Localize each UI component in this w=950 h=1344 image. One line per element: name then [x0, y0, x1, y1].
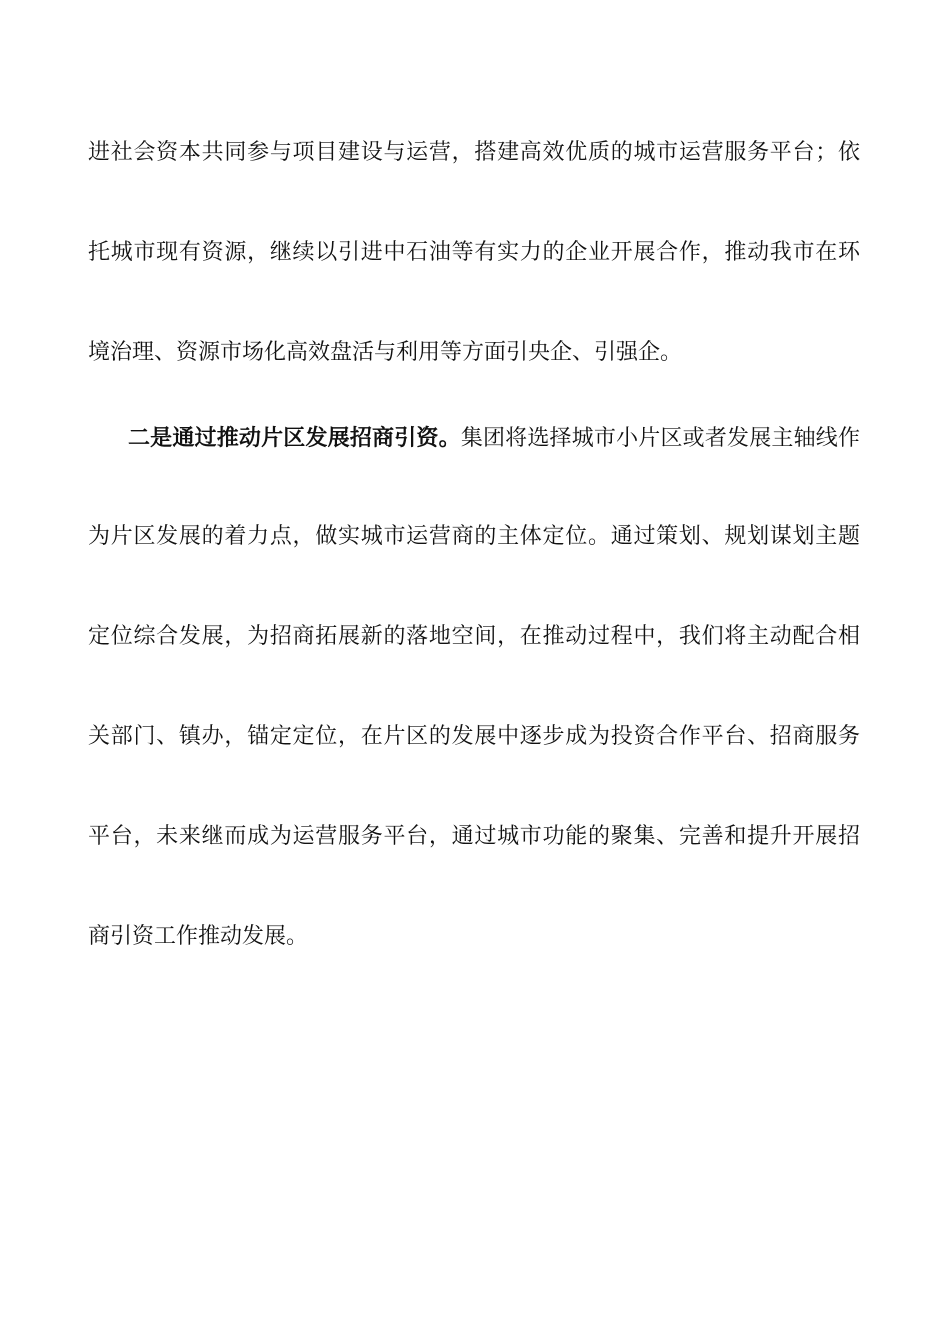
paragraph-first-line — [128, 426, 860, 452]
paragraph-line: 定位综合发展，为招商拓展新的落地空间，在推动过程中，我们将主动配合相 — [88, 624, 860, 649]
paragraph-line: 境治理、资源市场化高效盘活与利用等方面引央企、引强企。 — [88, 340, 683, 365]
paragraph-line: 进社会资本共同参与项目建设与运营，搭建高效优质的城市运营服务平台；依 — [88, 140, 860, 165]
paragraph-line: 为片区发展的着力点，做实城市运营商的主体定位。通过策划、规划谋划主题 — [88, 524, 860, 549]
paragraph-line: 托城市现有资源，继续以引进中石油等有实力的企业开展合作，推动我市在环 — [88, 240, 860, 265]
paragraph-line: 商引资工作推动发展。 — [88, 924, 309, 949]
paragraph-text: 集团将选择城市小片区或者发展主轴线作 — [460, 426, 860, 451]
paragraph-line: 关部门、镇办，锚定定位，在片区的发展中逐步成为投资合作平台、招商服务 — [88, 724, 860, 749]
paragraph-heading: 二是通过推动片区发展招商引资。 — [128, 426, 461, 451]
paragraph-line: 平台，未来继而成为运营服务平台，通过城市功能的聚集、完善和提升开展招 — [88, 824, 860, 849]
